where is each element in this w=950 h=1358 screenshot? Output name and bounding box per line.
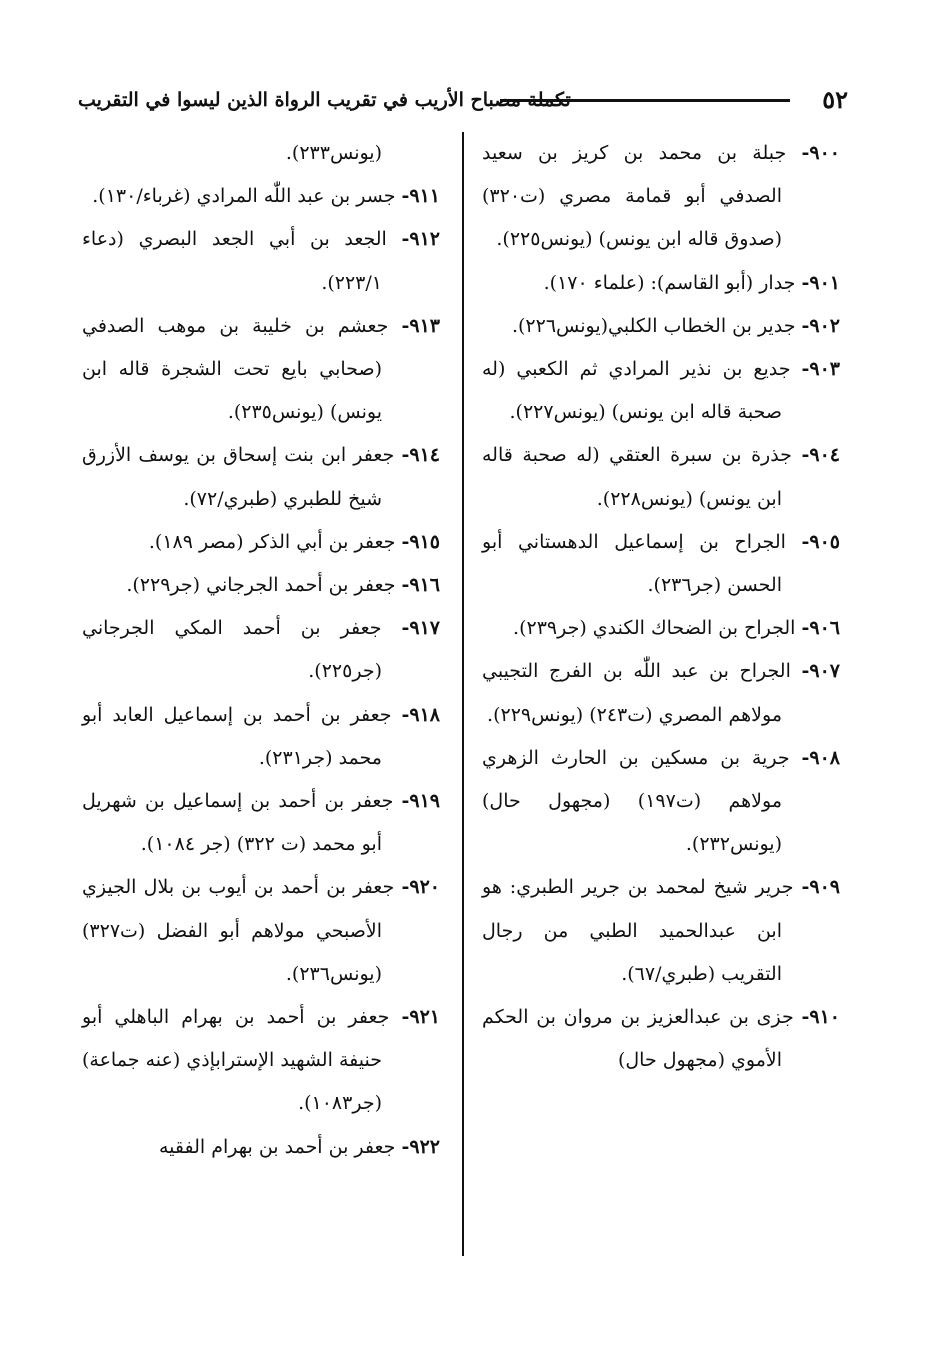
entry-text: جديع بن نذير المرادي ثم الكعبي (له صحبة قاله ابن يونس) (يونس٢٢٧). bbox=[482, 358, 791, 424]
running-title: تكملة مصباح الأريب في تقريب الرواة الذين ليسوا في التقريب bbox=[78, 89, 571, 111]
entry-number: ٩١٢- bbox=[401, 228, 440, 251]
page-number: ٥٢ bbox=[822, 85, 848, 114]
entry-number: ٩١٤- bbox=[401, 444, 440, 467]
biography-entry bbox=[482, 262, 840, 305]
entry-text: جزى بن عبدالعزيز بن مروان بن الحكم الأموي (مجهول حال) bbox=[482, 1006, 794, 1072]
entry-number: ٩٠١- bbox=[801, 271, 840, 294]
biography-entry bbox=[82, 866, 440, 996]
entry-number: ٩٠٥- bbox=[801, 530, 840, 553]
entry-text: جرير شيخ لمحمد بن جرير الطبري: هو ابن عبدالحميد الطبي من رجال التقريب (طبري/٦٧). bbox=[482, 876, 794, 985]
right-column bbox=[482, 132, 840, 1082]
entry-text: جذرة بن سبرة العتقي (له صحبة قاله ابن يونس) (يونس٢٢٨). bbox=[482, 444, 792, 510]
biography-entry bbox=[482, 607, 840, 650]
biography-entry bbox=[482, 132, 840, 262]
entry-number: ٩٢٢- bbox=[401, 1135, 440, 1158]
entry-text: الجراح بن عبد اللّٰه بن الفرج التجيبي مولاهم المصري (ت٢٤٣) (يونس٢٢٩). bbox=[482, 660, 791, 726]
entry-number: ٩٠٤- bbox=[801, 444, 840, 467]
entry-text: جعفر بن أبي الذكر (مصر ١٨٩). bbox=[148, 530, 396, 553]
entry-number: ٩١٠- bbox=[801, 1006, 840, 1029]
entry-text: جعفر بن أحمد بن بهرام الفقيه bbox=[158, 1135, 396, 1158]
entry-text: جعفر بن أحمد بن إسماعيل العابد أبو محمد (جر٢٣١). bbox=[82, 703, 392, 769]
entry-text: جعفر بن أحمد المكي الجرجاني (جر٢٢٥). bbox=[82, 617, 382, 683]
entry-number: ٩٠٩- bbox=[801, 876, 840, 899]
entry-number: ٩١٨- bbox=[401, 703, 440, 726]
column-divider bbox=[462, 132, 464, 1256]
entry-text: جرية بن مسكين بن الحارث الزهري مولاهم (ت١٩٧) (مجهول حال) (يونس٢٣٢). bbox=[482, 746, 790, 856]
entry-text: جدير بن الخطاب الكلبي(يونس٢٢٦). bbox=[511, 314, 796, 337]
entry-text: الجراح بن إسماعيل الدهستاني أبو الحسن (جر٢٣٦). bbox=[482, 530, 786, 597]
entry-text: الجراح بن الضحاك الكندي (جر٢٣٩). bbox=[513, 617, 796, 640]
entry-text: جعفر بن أحمد بن أيوب بن بلال الجيزي الأصبحي مولاهم أبو الفضل (ت٣٢٧) (يونس٢٣٦). bbox=[82, 876, 395, 985]
biography-entry bbox=[82, 175, 440, 218]
entry-number: ٩٠٨- bbox=[801, 746, 840, 769]
biography-entry bbox=[82, 521, 440, 564]
entry-text: جبلة بن محمد بن كريز بن سعيد الصدفي أبو قمامة مصري (ت٣٢٠) (صدوق قاله ابن يونس) (يونس٢٢٥). bbox=[482, 142, 787, 251]
page-header bbox=[78, 80, 848, 120]
biography-entry bbox=[82, 780, 440, 866]
biography-entry bbox=[482, 866, 840, 996]
biography-entry bbox=[482, 521, 840, 607]
biography-entry bbox=[82, 305, 440, 435]
biography-entry bbox=[482, 650, 840, 736]
entry-number: ٩١١- bbox=[401, 185, 440, 208]
entry-text: جدار (أبو القاسم): (علماء ١٧٠). bbox=[543, 271, 796, 294]
biography-entry bbox=[482, 348, 840, 434]
entry-number: ٩٠٦- bbox=[801, 617, 840, 640]
entry-text: الجعد بن أبي الجعد البصري (دعاء ٢٢٣/١). bbox=[82, 228, 387, 294]
entry-text: جعفر ابن بنت إسحاق بن يوسف الأزرق شيخ للطبري (طبري/٧٢). bbox=[82, 444, 395, 510]
biography-entry bbox=[82, 996, 440, 1126]
biography-entry bbox=[82, 1126, 440, 1169]
biography-entry bbox=[482, 996, 840, 1082]
entry-number: ٩٠٢- bbox=[801, 314, 840, 337]
biography-entry bbox=[82, 434, 440, 520]
biography-entry bbox=[482, 737, 840, 867]
entry-number: ٩٢٠- bbox=[401, 876, 440, 899]
left-column bbox=[82, 132, 440, 1169]
entry-text: جعفر بن أحمد الجرجاني (جر٢٢٩). bbox=[126, 574, 396, 597]
entry-number: ٩١٥- bbox=[401, 530, 440, 553]
biography-entry bbox=[82, 694, 440, 780]
entry-text: جعفر بن أحمد بن إسماعيل بن شهريل أبو محمد (ت ٣٢٢) (جر ١٠٨٤). bbox=[82, 790, 394, 856]
entry-number: ٩٢١- bbox=[401, 1006, 440, 1029]
entry-number: ٩١٩- bbox=[401, 790, 440, 813]
entry-number: ٩٠٧- bbox=[801, 660, 840, 683]
biography-entry bbox=[482, 305, 840, 348]
entry-number: ٩١٣- bbox=[401, 314, 440, 337]
biography-entry bbox=[82, 564, 440, 607]
entry-text: جعفر بن أحمد بن بهرام الباهلي أبو حنيفة الشهيد الإسترابإذي (عنه جماعة) (جر١٠٨٣). bbox=[82, 1006, 390, 1115]
entry-number: ٩٠٠- bbox=[801, 142, 840, 164]
entry-number: ٩٠٣- bbox=[801, 358, 841, 381]
entry-text: جعشم بن خليبة بن موهب الصدفي (صحابي بايع تحت الشجرة قاله ابن يونس) (يونس٢٣٥). bbox=[82, 314, 389, 424]
entry-text: جسر بن عبد اللّٰه المرادي (غرباء/١٣٠). bbox=[92, 185, 396, 208]
biography-entry bbox=[82, 218, 440, 304]
biography-entry bbox=[82, 607, 440, 693]
biography-entry bbox=[482, 434, 840, 520]
continuation-text: (يونس٢٣٣). bbox=[285, 142, 382, 164]
entry-number: ٩١٧- bbox=[401, 617, 440, 640]
entry-number: ٩١٦- bbox=[401, 574, 440, 597]
